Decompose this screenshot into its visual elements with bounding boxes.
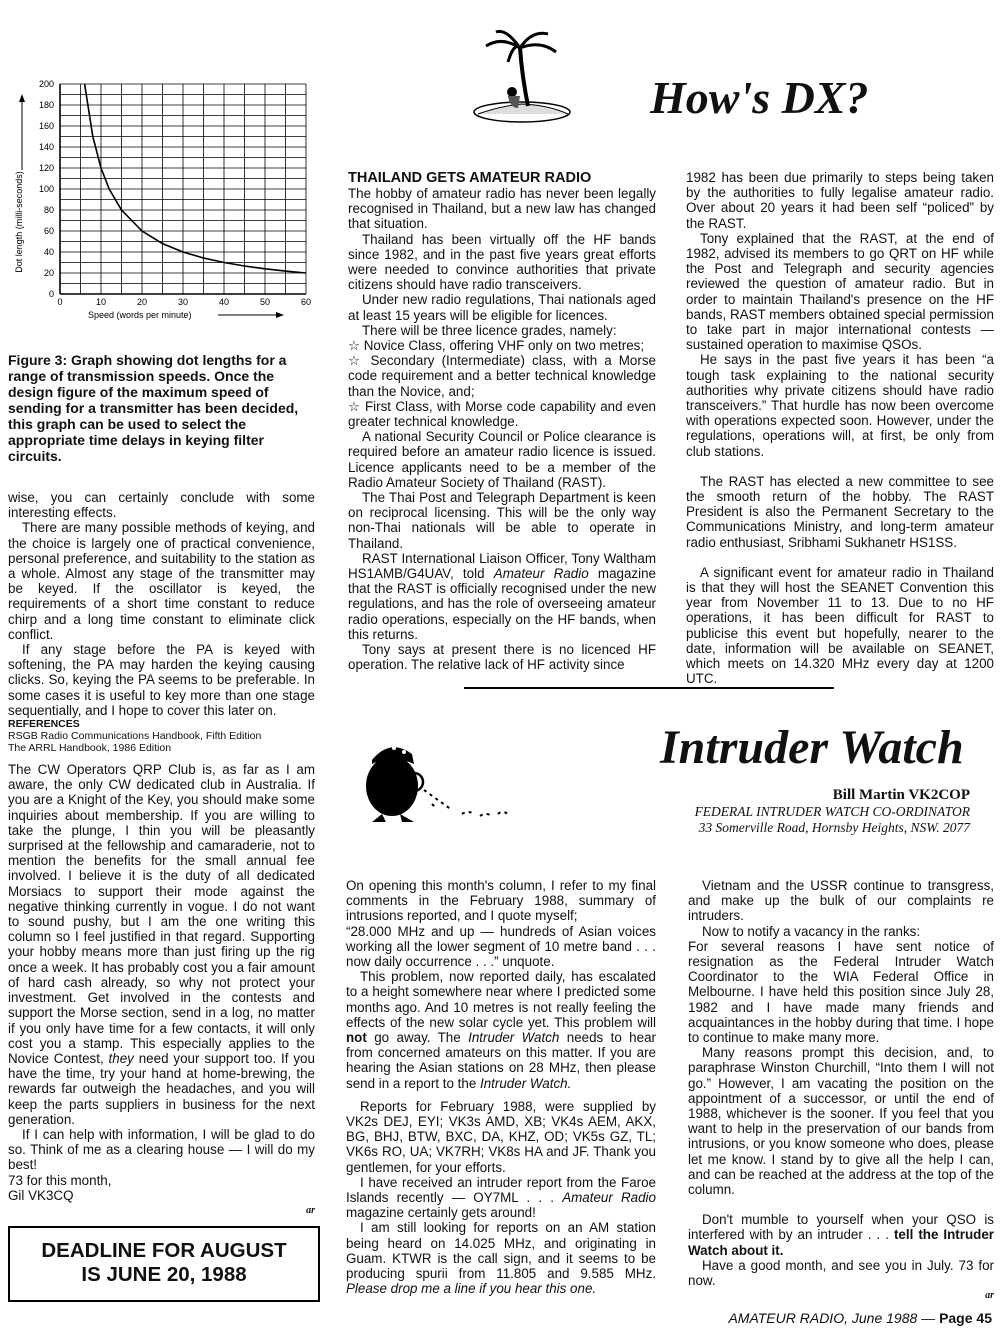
paragraph: Thailand has been virtually off the HF bands since 1982, and in the past five years great efforts were needed to convince authorities that private citizens should have radio transceivers. [348, 231, 656, 293]
references-heading: REFERENCES [8, 718, 80, 731]
star-icon: ☆ [348, 353, 364, 369]
x-tick-label: 30 [177, 297, 189, 307]
x-tick-label: 20 [136, 297, 148, 307]
paragraph: The RAST has elected a new committee to see the smooth return of the hobby. The RAST President is also the Permanent Secretary to the Communications Ministry, and long-term amateur radio enthusiast, Sribhami Sukhanetr HS1SS. [686, 473, 994, 550]
y-tick-label: 0 [48, 289, 54, 299]
paragraph: “28.000 MHz and up — hundreds of Asian voices working all the lower segment of 10 metre band . . . now daily occurrence . . .” unquote. [346, 923, 656, 970]
deadline-line: IS JUNE 20, 1988 [81, 1263, 247, 1286]
paragraph: RAST International Liaison Officer, Tony Waltham HS1AMB/G4UAV, told Amateur Radio magazine that the RAST is officially recognised under the new regulations, and has the role of overseeing amateur radio operations, especially on the HF bands, when this returns. [348, 550, 656, 642]
paragraph: The CW Operators QRP Club is, as far as I am aware, the only CW dedicated club in Australia. If you are a Knight of the Key, you should make some inquiries about membership. If you are willing to take the plunge, I thin you will be pleasantly surprised at the fellowship and camaraderie, not to mention the benefits for the small annual fee involved. I believe it is the duty of all dedicated Morsiacs to support their mode against the negative thinking currently in vogue. I do not want to sound pushy, but I am the one writing this column so I feel justified in that regard. Supporting your hobby means more than just firing up the rig once a week. It has probably cost you a fair amount of hard cash already, so why not protect your investment. Get involved in the contests and support the Morse section, send in a log, no matter if you only have time for a few contacts, it will only cost you a stamp. This especially applies to the Novice Contest, they need your support too. If you have the time, try your hand at home-brewing, the rewards far outweigh the headaches, and you will keep the parts suppliers in business for the next generation. [8, 762, 315, 1127]
paragraph: If I can help with information, I will be glad to do so. Think of me as a clearing house — I will do my best! [8, 1126, 315, 1173]
author-address: 33 Somerville Road, Hornsby Heights, NSW. 2077 [698, 820, 970, 835]
x-tick-label: 50 [259, 297, 271, 307]
signoff: 73 for this month, [8, 1172, 112, 1188]
paragraph: Now to notify a vacancy in the ranks: [702, 923, 921, 939]
licence-grade: ☆ Novice Class, offering VHF only on two metres; [348, 338, 645, 354]
end-mark: ar [306, 1204, 315, 1216]
paragraph: Tony says at present there is no licenced HF operation. The relative lack of HF activity since [348, 642, 656, 673]
y-tick-label: 180 [38, 100, 54, 110]
x-tick-label: 0 [57, 297, 63, 307]
y-tick-label: 200 [38, 79, 54, 89]
paragraph: There will be three licence grades, namely: [362, 322, 617, 338]
y-tick-label: 120 [38, 163, 54, 173]
publication-date: June 1988 — [851, 1310, 936, 1326]
paragraph: The Thai Post and Telegraph Department is keen on reciprocal licensing. This will be the only way non-Thai nationals will be able to operate in Thailand. [348, 490, 656, 551]
x-tick-labels [57, 297, 311, 307]
y-tick-label: 80 [43, 205, 54, 215]
x-axis-arrowhead [276, 312, 284, 318]
licence-grade: ☆ First Class, with Morse code capability and even greater technical knowledge. [348, 398, 656, 430]
paragraph: A national Security Council or Police clearance is required before an amateur radio licence is issued. Licence applicants need to be a member of the Radio Amateur Society of Thailand (RAST). [348, 429, 656, 490]
y-axis-arrowhead [19, 94, 25, 102]
paragraph: He says in the past five years it has been “a tough task explaining to the national security authorities why private citizens should have radio transceivers.” That hurdle has now been overcome with operations expected soon. However, under the regulations, operations will, at first, be only from club stations. [686, 352, 994, 459]
paragraph: wise, you can certainly conclude with some interesting effects. [8, 490, 315, 521]
hows-dx-title: How's DX? [650, 72, 869, 123]
y-tick-label: 20 [43, 268, 54, 278]
paragraph: Have a good month, and see you in July. 73 for now. [688, 1257, 994, 1289]
references [8, 718, 315, 754]
paragraph: Don't mumble to yourself when your QSO is interfered with by an intruder . . . tell the Intruder Watch about it. [688, 1212, 994, 1258]
reference-item: RSGB Radio Communications Handbook, Fifth Edition [8, 730, 262, 743]
paragraph: For several reasons I have sent notice of resignation as the Federal Intruder Watch Coordinator to the WIA Federal Office in Melbourne. I have held this position since July 28, 1982 and I have made many friends and acquaintances in the hobby during that time. I hope to continue to make many more. [688, 938, 994, 1046]
byline [695, 786, 970, 836]
publication-name: AMATEUR RADIO, [728, 1310, 848, 1326]
x-tick-label: 40 [218, 297, 230, 307]
star-icon: ☆ [348, 338, 361, 354]
signature: Gil VK3CQ [8, 1187, 74, 1203]
paragraph: There are many possible methods of keying, and the choice is largely one of practical convenience, personal preference, and suitability to the station as a whole. Almost any stage of the transmitter may be keyed. If the oscillator is keyed, the requirements of a short time constant to reduce chirp and a long time constant to eliminate click conflict. [8, 520, 315, 642]
paragraph: A significant event for amateur radio in Thailand is that they will host the SEANET Convention this year from November 11 to 13. Due to no HF operations, it has been difficult for RAST to publicise this event but hopefully, nearer to the date, information will be available on SEANET, which meets on 14.320 MHz every day at 1200 UTC. [686, 564, 994, 687]
detective-icon [352, 730, 522, 830]
paragraph: On opening this month's column, I refer to my final comments in the February 1988, summary of intrusions reported, and I quote myself; [346, 878, 656, 924]
dot-length-chart [8, 62, 316, 336]
y-tick-labels [39, 79, 54, 299]
author-role: FEDERAL INTRUDER WATCH CO-ORDINATOR [694, 804, 970, 819]
reference-item: The ARRL Handbook, 1986 Edition [8, 742, 172, 755]
paragraph: Reports for February 1988, were supplied by VK2s DEJ, EYI; VK3s AMD, XB; VK4s AEM, AKX, BG, BHJ, BTW, BXC, DA, KHZ, OD; VK5s GZ, TL; VK6s RO, UA; VK7RH; VK8s HA and JF. Thank you gentlemen, for your efforts. [346, 1098, 656, 1175]
paragraph: I have received an intruder report from the Faroe Islands recently — OY7ML . . . Amateur Radio magazine certainly gets around! [346, 1174, 656, 1221]
page-number: Page 45 [939, 1310, 992, 1326]
paragraph: Many reasons prompt this decision, and, to paraphrase Winston Churchill, “Into them I will not go.” However, I am vacating the position on the appointment of a successor, or until the end of 1988, whichever is the sooner. If you feel that you want to help in the preservation of our bands from intrusions, or you know someone who does, please let me know. I stand by to give all the help I can, and can be reached at the address at the top of the column. [688, 1045, 994, 1198]
x-tick-label: 60 [300, 297, 312, 307]
x-axis-label: Speed (words per minute) [88, 310, 192, 320]
y-tick-label: 40 [43, 247, 54, 257]
deadline-box [8, 1226, 320, 1302]
star-icon: ☆ [348, 398, 361, 414]
paragraph: If any stage before the PA is keyed with softening, the PA may harden the keying causing clicks. So, keying the PA seems to be preferable. In some cases it is useful to key more than one stage sequentially, and I hope to cover this later on. [8, 642, 315, 718]
paragraph: The hobby of amateur radio has never been legally recognised in Thailand, but a new law has changed that situation. [348, 186, 656, 232]
intruder-column-2 [688, 878, 994, 1303]
author-name: Bill Martin VK2COP [832, 787, 970, 803]
paragraph: Under new radio regulations, Thai nationals aged at least 15 years will be eligible for licences. [348, 292, 656, 323]
paragraph: This problem, now reported daily, has escalated to a height somewhere near where I predicted some months ago. And 10 metres is not really feeling the effects of the new solar cycle yet. This problem will not go away. The Intruder Watch needs to hear from concerned amateurs on this matter. If you are hearing the Asian stations on 28 MHz, then please send in a report to the Intruder Watch. [346, 969, 656, 1091]
y-tick-label: 100 [38, 184, 54, 194]
article-headline: THAILAND GETS AMATEUR RADIO [348, 170, 592, 186]
paragraph: Vietnam and the USSR continue to transgress, and make up the bulk of our complaints re intruders. [688, 878, 994, 924]
end-mark: ar [985, 1290, 994, 1302]
x-tick-label: 10 [95, 297, 107, 307]
page-footer [728, 1310, 992, 1326]
y-tick-label: 160 [38, 121, 54, 131]
paragraph: I am still looking for reports on an AM station being heard on 14.025 MHz, and originating in Guam. KTWR is the call sign, and it seems to be producing spurii from 11.805 and 9.585 MHz. Please drop me a line if you hear this one. [346, 1220, 656, 1297]
deadline-line: DEADLINE FOR AUGUST [41, 1239, 287, 1262]
y-tick-label: 60 [43, 226, 54, 236]
intruder-column-1 [346, 878, 656, 1296]
paragraph: Tony explained that the RAST, at the end of 1982, advised its members to go QRT on HF while the Post and Telegraph and security agencies reviewed the question of amateur radio. But in order to maintain Thailand's presence on the HF bands, RAST members obtained special permission to take part in major international contests — sustained operation to maximise QSOs. [686, 230, 994, 353]
hows-dx-column-1 [348, 170, 656, 673]
figure-caption: Figure 3: Graph showing dot lengths for a range of transmission speeds. Once the design figure of the maximum speed of sending for a transmitter has been decided, this graph can be used to select the appropriate time delays in keying filter circuits. [8, 352, 299, 464]
y-tick-label: 140 [38, 142, 54, 152]
hows-dx-column-2 [686, 170, 994, 687]
intruder-watch-title: Intruder Watch [660, 721, 964, 774]
chart-grid [60, 84, 306, 294]
palm-island-icon [470, 26, 580, 126]
section-divider [464, 687, 834, 689]
y-axis-label: Dot length (milli-seconds) [14, 171, 24, 273]
paragraph: 1982 has been due primarily to steps being taken by the authorities to fully legalise amateur radio. Over about 20 years it had been self “policed” by the RAST. [686, 170, 994, 231]
licence-grade: ☆ Secondary (Intermediate) class, with a Morse code requirement and a better technical knowledge than the Novice, and; [348, 353, 656, 399]
left-column [8, 490, 315, 1218]
